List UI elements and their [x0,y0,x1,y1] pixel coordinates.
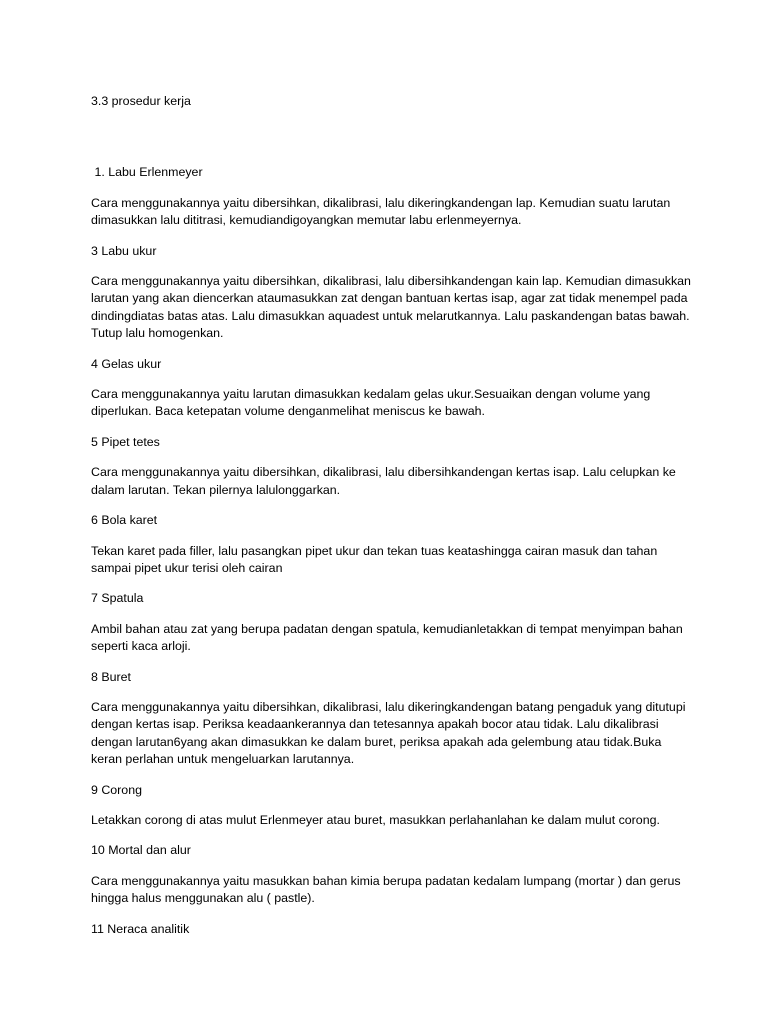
item-text-mortal: Cara menggunakannya yaitu masukkan bahan kimia berupa padatan kedalam lumpang (mortar ) dan gerus hingga halus menggunakan alu ( pastle). [91,873,681,906]
item-heading-pipet-tetes: 5 Pipet tetes [91,434,160,449]
item-text-spatula: Ambil bahan atau zat yang berupa padatan dengan spatula, kemudianletakkan di tempat menyimpan bahan seperti kaca arloji. [91,621,683,654]
item-heading-mortal: 10 Mortal dan alur [91,843,191,858]
item-heading-corong: 9 Corong [91,782,142,797]
item-text-corong: Letakkan corong di atas mulut Erlenmeyer atau buret, masukkan perlahanlahan ke dalam mulut corong. [91,812,660,827]
section-title: 3.3 prosedur kerja [91,94,191,108]
item-text-buret: Cara menggunakannya yaitu dibersihkan, dikalibrasi, lalu dikeringkandengan batang pengaduk yang ditutupi dengan kertas isap. Periksa keadaankerannya dan tetesannya apakah bocor atau tidak. Lalu dikalibrasi dengan larutan6yang akan dimasukkan ke dalam buret, periksa apakah ada gelembung atau tidak.Buka keran perlahan untuk mengeluarkan larutannya. [91,699,686,767]
item-heading-neraca: 11 Neraca analitik [91,921,190,936]
item-text-gelas-ukur: Cara menggunakannya yaitu larutan dimasukkan kedalam gelas ukur.Sesuaikan dengan volume yang diperlukan. Baca ketepatan volume denganmelihat meniscus ke bawah. [91,387,651,419]
item-heading-labu-ukur: 3 Labu ukur [91,243,157,258]
item-text-erlenmeyer: Cara menggunakannya yaitu dibersihkan, dikalibrasi, lalu dikeringkandengan lap. Kemudian suatu larutan dimasukkan lalu dititrasi, kemudiandigoyangkan memutar labu erlenmeyernya. [91,195,671,228]
item-heading-buret: 8 Buret [91,669,131,684]
item-heading-erlenmeyer: 1. Labu Erlenmeyer [91,165,203,180]
item-heading-gelas-ukur: 4 Gelas ukur [91,356,162,371]
item-text-labu-ukur: Cara menggunakannya yaitu dibersihkan, dikalibrasi, lalu dibersihkandengan kain lap. Kemudian dimasukkan larutan yang akan diencerkan ataumasukkan zat dengan bantuan kertas isap, agar zat tidak menempel pada dindingdiatas batas atas. Lalu dimasukkan aquadest untuk melarutkannya. Lalu paskandengan batas bawah. Tutup lalu homogenkan. [91,274,691,341]
item-heading-spatula: 7 Spatula [91,591,144,606]
item-heading-bola-karet: 6 Bola karet [91,513,158,528]
document-content [91,93,691,951]
item-text-bola-karet: Tekan karet pada filler, lalu pasangkan pipet ukur dan tekan tuas keatashingga cairan masuk dan tahan sampai pipet ukur terisi oleh cairan [91,543,658,575]
item-text-pipet-tetes: Cara menggunakannya yaitu dibersihkan, dikalibrasi, lalu dibersihkandengan kertas isap. Lalu celupkan ke dalam larutan. Tekan pilernya lalulonggarkan. [91,465,676,497]
